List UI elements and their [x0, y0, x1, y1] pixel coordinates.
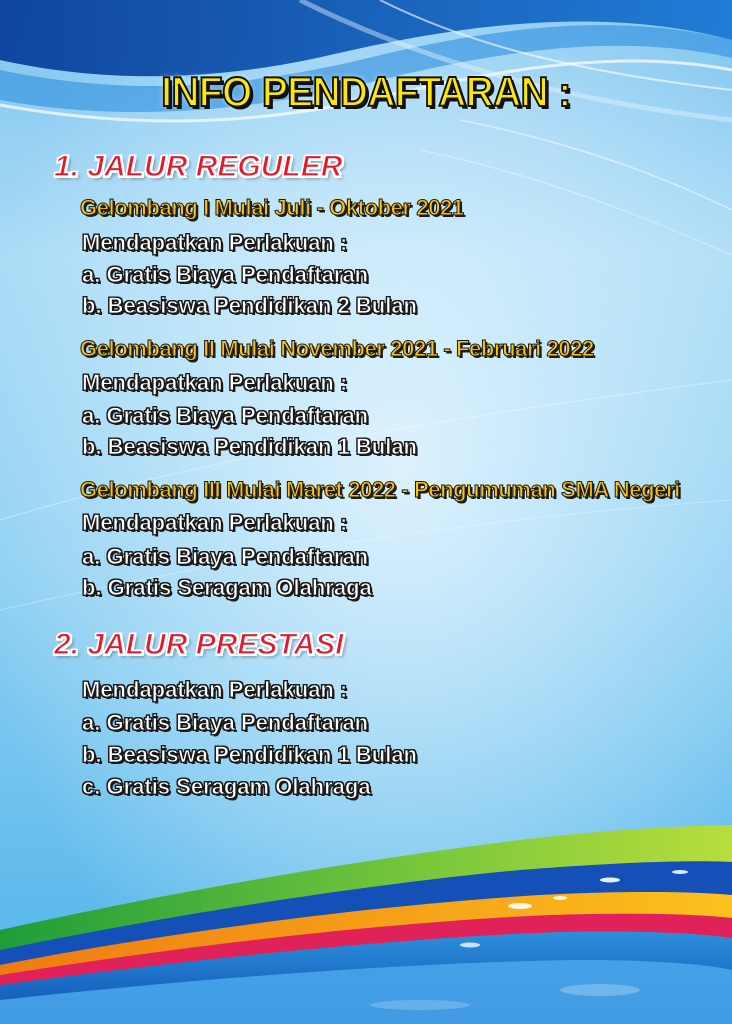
- benefit-item: c. Gratis Seragam Olahraga: [82, 774, 371, 799]
- wave-title-1: Gelombang I Mulai Juli - Oktober 2021: [80, 195, 464, 220]
- benefit-item: a. Gratis Biaya Pendaftaran: [82, 262, 369, 287]
- benefit-intro: Mendapatkan Perlakuan :: [82, 230, 348, 255]
- benefit-intro: Mendapatkan Perlakuan :: [82, 510, 348, 535]
- page-title: INFO PENDAFTARAN :: [161, 68, 571, 115]
- benefit-intro: Mendapatkan Perlakuan :: [82, 370, 348, 395]
- section-heading-prestasi: 2. JALUR PRESTASI: [54, 628, 344, 661]
- benefit-item: b. Beasiswa Pendidikan 2 Bulan: [82, 293, 417, 318]
- section-heading-reguler: 1. JALUR REGULER: [54, 150, 343, 183]
- wave-title-2: Gelombang II Mulai November 2021 - Februari 2022: [80, 336, 594, 361]
- benefit-item: a. Gratis Biaya Pendaftaran: [82, 403, 369, 428]
- benefit-intro: Mendapatkan Perlakuan :: [82, 677, 348, 702]
- wave-title-3: Gelombang III Mulai Maret 2022 - Pengumuman SMA Negeri: [80, 477, 680, 502]
- benefit-item: b. Beasiswa Pendidikan 1 Bulan: [82, 742, 417, 767]
- benefit-item: a. Gratis Biaya Pendaftaran: [82, 710, 369, 735]
- benefit-item: b. Beasiswa Pendidikan 1 Bulan: [82, 434, 417, 459]
- benefit-item: a. Gratis Biaya Pendaftaran: [82, 544, 369, 569]
- benefit-item: b. Gratis Seragam Olahraga: [82, 575, 372, 600]
